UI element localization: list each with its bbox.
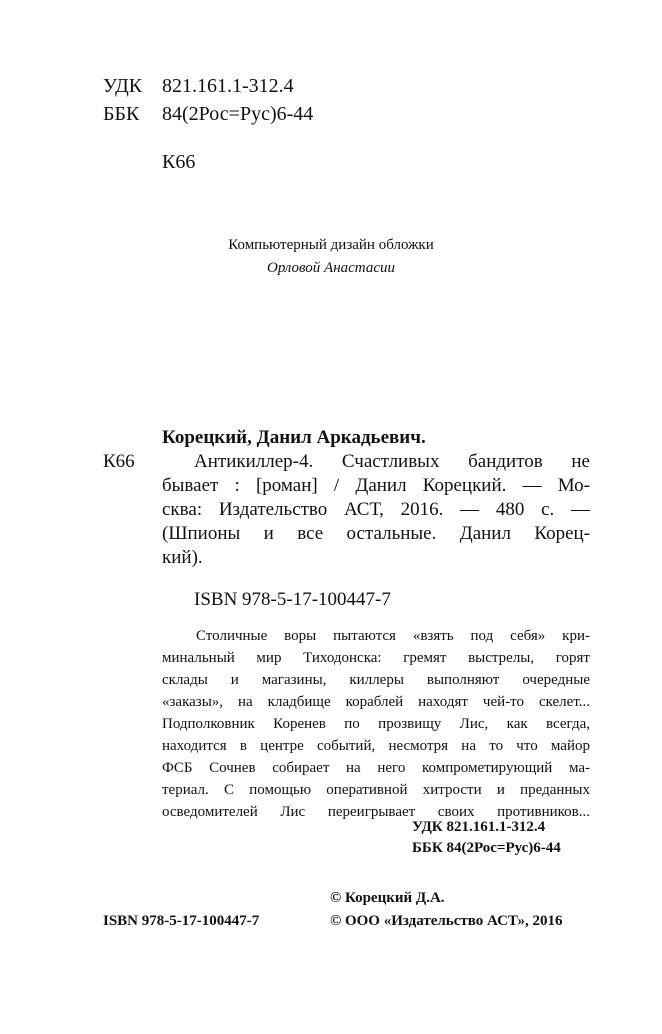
copyright-author: © Корецкий Д.А. <box>330 890 445 906</box>
bib-line: (Шпионы и все остальные. Данил Корец- <box>162 523 590 544</box>
bbk-label: ББК <box>103 103 140 125</box>
bib-author-mark: К66 <box>103 451 135 472</box>
annotation-line: «заказы», на кладбище кораблей находят чей-то скелет... <box>162 694 590 710</box>
bib-isbn: ISBN 978-5-17-100447-7 <box>194 589 391 610</box>
udk-value: 821.161.1-312.4 <box>162 75 294 97</box>
bib-line: Антикиллер-4. Счастливых бандитов не <box>194 451 590 472</box>
annotation-line: ФСБ Сочнев собирает на него компрометирующий ма- <box>162 760 590 776</box>
bib-line: кий). <box>162 547 203 568</box>
annotation-line: минальный мир Тиходонска: гремят выстрелы, горят <box>162 650 590 666</box>
bbk-value: 84(2Рос=Рус)6-44 <box>162 103 314 125</box>
annotation-line: находится в центре событий, несмотря на то что майор <box>162 738 590 754</box>
bib-line: сква: Издательство АСТ, 2016. — 480 с. — <box>162 499 590 520</box>
bib-author: Корецкий, Данил Аркадьевич. <box>162 427 426 448</box>
annotation-line: Столичные воры пытаются «взять под себя» кри- <box>196 628 590 644</box>
annotation-line: териал. С помощью оперативной хитрости и преданных <box>162 782 590 798</box>
annotation-line: осведомителей Лис переигрывает своих противников... <box>162 804 590 820</box>
cover-design-credit: Компьютерный дизайн обложки <box>228 237 434 253</box>
udk-label: УДК <box>103 75 143 97</box>
annotation-line: склады и магазины, киллеры выполняют очередные <box>162 672 590 688</box>
cover-designer-name: Орловой Анастасии <box>267 260 395 276</box>
author-mark: К66 <box>162 151 196 173</box>
classification-bbk: ББК 84(2Рос=Рус)6-44 <box>412 840 561 856</box>
bib-line: бывает : [роман] / Данил Корецкий. — Мо- <box>162 475 590 496</box>
classification-udk: УДК 821.161.1-312.4 <box>412 819 546 835</box>
annotation-line: Подполковник Коренев по прозвищу Лис, как всегда, <box>162 716 590 732</box>
copyright-publisher: © ООО «Издательство АСТ», 2016 <box>330 913 563 929</box>
footer-isbn: ISBN 978-5-17-100447-7 <box>103 913 260 929</box>
